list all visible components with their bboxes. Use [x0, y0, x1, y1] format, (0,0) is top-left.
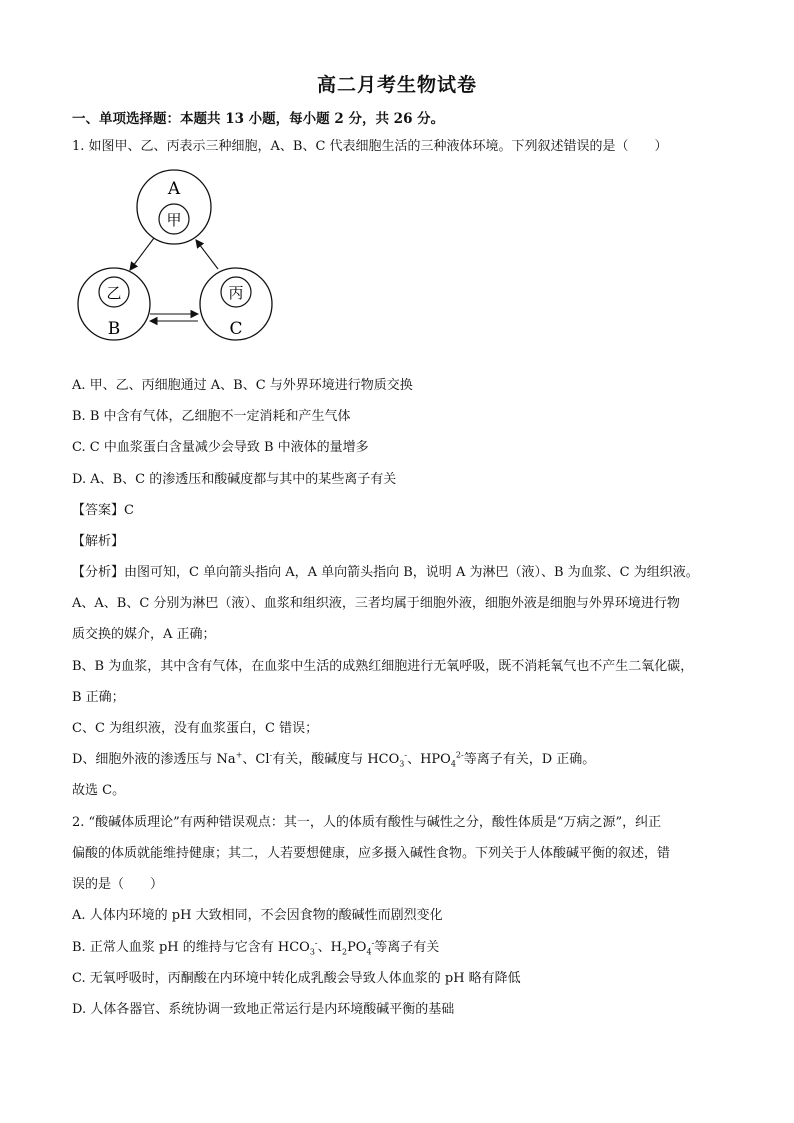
- page-title: 高二月考生物试卷: [316, 74, 477, 96]
- q1-analysis-line: 【分析】由图可知，C 单向箭头指向 A，A 单向箭头指向 B，说明 A 为淋巴（液）、B 为血浆、C 为组织液。: [72, 565, 699, 580]
- section-heading: 一、单项选择题：本题共 13 小题，每小题 2 分，共 26 分。: [72, 111, 445, 127]
- question-2-stem-line: 误的是（ ）: [72, 877, 164, 892]
- q1-analysis-line: B、B 为血浆，其中含有气体，在血浆中生活的成熟红细胞进行无氧呼吸，既不消耗氧气也不产生二氧化碳，: [72, 659, 694, 674]
- q1-option-d: D. A、B、C 的渗透压和酸碱度都与其中的某些离子有关: [72, 472, 397, 487]
- question-2-stem-line: 偏酸的体质就能维持健康；其二，人若要想健康，应多摄入碱性食物。下列关于人体酸碱平衡的叙述，错: [72, 846, 671, 861]
- q1-option-b: B. B 中含有气体，乙细胞不一定消耗和产生气体: [72, 409, 351, 424]
- q2-option-b: B. 正常人血浆 pH 的维持与它含有 $HCO_3^-$、$H_2PO_4^-$等离子有关: [72, 938, 440, 957]
- arrow-c-to-a: [196, 240, 218, 269]
- question-1-stem: 1. 如图甲、乙、丙表示三种细胞，A、B、C 代表细胞生活的三种液体环境。下列叙述错误的是（ ）: [72, 139, 668, 154]
- label-b: B: [107, 319, 121, 339]
- question-2-stem-line: 2. “酸碱体质理论”有两种错误观点：其一，人的体质有酸性与碱性之分，酸性体质是“万病之源”，纠正: [72, 815, 662, 830]
- q2-option-d: D. 人体各器官、系统协调一致地正常运行是内环境酸碱平衡的基础: [72, 1002, 455, 1017]
- q1-analysis-heading: 【解析】: [72, 534, 125, 549]
- q1-analysis-d: D、细胞外液的渗透压与 Na+、Cl-有关，酸碱度与 $HCO_3^-$、$HPO_4^{2-}$等离子有关，D 正确。: [72, 750, 596, 769]
- q1-conclusion: 故选 C。: [72, 783, 126, 798]
- q1-analysis-line: A、A、B、C 分别为淋巴（液）、血浆和组织液，三者均属于细胞外液，细胞外液是细胞与外界环境进行物: [72, 596, 680, 611]
- label-a: A: [167, 179, 181, 199]
- q1-option-c: C. C 中血浆蛋白含量减少会导致 B 中液体的量增多: [72, 440, 369, 455]
- q2-option-a: A. 人体内环境的 pH 大致相同，不会因食物的酸碱性而剧烈变化: [72, 908, 443, 923]
- arrow-a-to-b: [130, 238, 154, 270]
- q2-option-c: C. 无氧呼吸时，丙酮酸在内环境中转化成乳酸会导致人体血浆的 pH 略有降低: [72, 971, 521, 986]
- q1-analysis-line: C、C 为组织液，没有血浆蛋白，C 错误；: [72, 721, 319, 736]
- label-bing: 丙: [228, 284, 244, 302]
- label-jia: 甲: [166, 211, 182, 229]
- q1-analysis-line: 质交换的媒介，A 正确；: [72, 627, 216, 642]
- q1-option-a: A. 甲、乙、丙细胞通过 A、B、C 与外界环境进行物质交换: [72, 378, 413, 393]
- q1-answer: 【答案】C: [72, 503, 134, 518]
- label-yi: 乙: [106, 284, 122, 302]
- cell-environment-diagram: [70, 163, 280, 363]
- label-c: C: [229, 319, 243, 339]
- diagram-svg: [70, 163, 280, 363]
- q1-analysis-line: B 正确；: [72, 690, 125, 705]
